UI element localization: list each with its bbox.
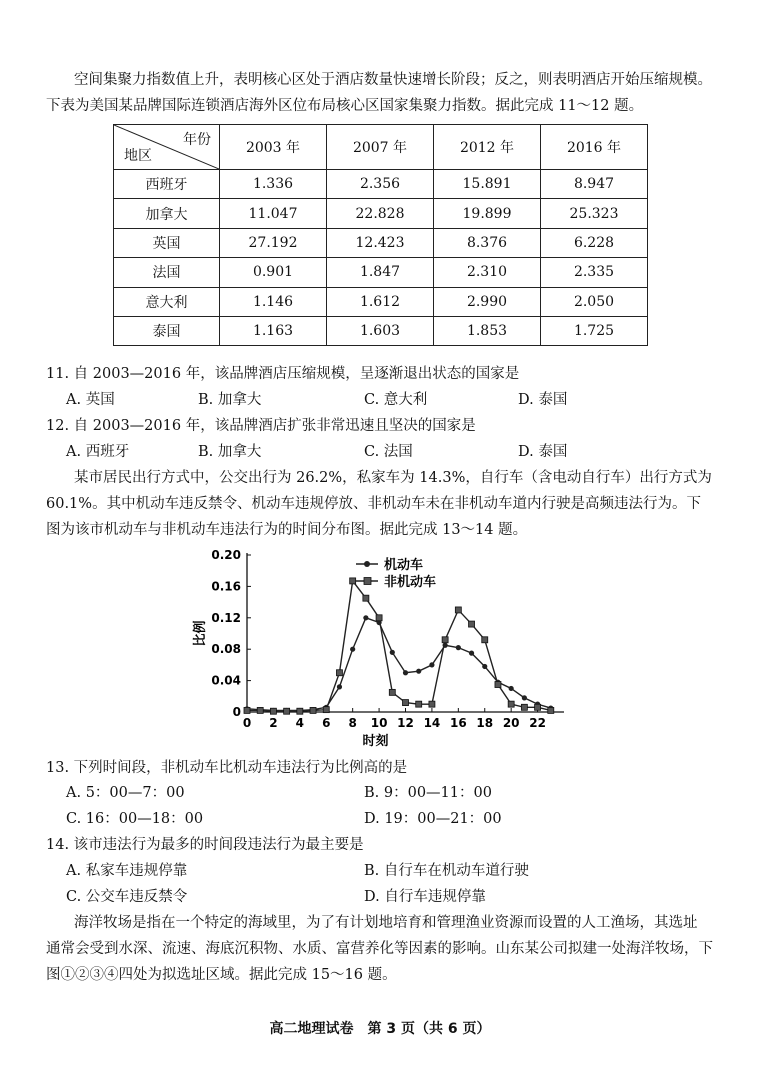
y-tick-label: 0.08 xyxy=(211,642,241,657)
value-cell: 22.828 xyxy=(327,199,434,228)
value-cell: 11.047 xyxy=(220,199,327,228)
region-cell: 西班牙 xyxy=(114,170,220,199)
x-tick-label: 6 xyxy=(322,716,331,730)
data-point-circle xyxy=(390,650,395,655)
value-cell: 1.725 xyxy=(541,316,648,345)
q12-option-b: B. 加拿大 xyxy=(198,444,262,460)
data-point-square xyxy=(469,621,475,627)
value-cell: 1.163 xyxy=(220,316,327,345)
data-point-circle xyxy=(429,662,434,667)
data-point-square xyxy=(323,707,329,713)
violation-time-distribution-chart xyxy=(190,545,570,755)
region-cell: 英国 xyxy=(114,228,220,257)
cohesion-index-table xyxy=(113,124,648,346)
table-row xyxy=(114,199,648,228)
data-point-square xyxy=(429,701,435,707)
data-point-circle xyxy=(363,615,368,620)
year-header: 2012 年 xyxy=(434,125,541,170)
y-tick-label: 0.04 xyxy=(211,673,241,688)
value-cell: 2.356 xyxy=(327,170,434,199)
corner-year-label: 年份 xyxy=(183,132,211,148)
x-tick-label: 16 xyxy=(449,716,467,730)
legend-marker-square xyxy=(364,578,371,585)
data-point-square xyxy=(284,708,290,714)
data-point-square xyxy=(442,637,448,643)
data-point-square xyxy=(548,707,554,713)
data-point-square xyxy=(521,704,527,710)
value-cell: 1.603 xyxy=(327,316,434,345)
value-cell: 2.990 xyxy=(434,287,541,316)
legend-marker-circle xyxy=(364,561,370,567)
x-tick-label: 8 xyxy=(348,716,357,730)
data-point-square xyxy=(363,595,369,601)
value-cell: 1.336 xyxy=(220,170,327,199)
table-row xyxy=(114,170,648,199)
value-cell: 0.901 xyxy=(220,258,327,287)
x-tick-label: 22 xyxy=(529,716,546,730)
intro1-line1: 空间集聚力指数值上升，表明核心区处于酒店数量快速增长阶段；反之，则表明酒店开始压缩规模。 xyxy=(74,72,712,88)
q11-option-a: A. 英国 xyxy=(66,392,115,408)
data-point-square xyxy=(416,701,422,707)
value-cell: 8.947 xyxy=(541,170,648,199)
value-cell: 2.050 xyxy=(541,287,648,316)
value-cell: 15.891 xyxy=(434,170,541,199)
q11-stem: 11. 自 2003—2016 年，该品牌酒店压缩规模，呈逐渐退出状态的国家是 xyxy=(46,366,520,382)
region-cell: 泰国 xyxy=(114,316,220,345)
x-tick-label: 4 xyxy=(295,716,305,730)
data-point-circle xyxy=(522,695,527,700)
value-cell: 1.612 xyxy=(327,287,434,316)
q13-stem: 13. 下列时间段，非机动车比机动车违法行为比例高的是 xyxy=(46,760,408,776)
table-row xyxy=(114,228,648,257)
data-point-square xyxy=(389,689,395,695)
q14-option-d: D. 自行车违规停靠 xyxy=(364,889,486,905)
table-row xyxy=(114,258,648,287)
year-header: 2003 年 xyxy=(220,125,327,170)
q12-option-c: C. 法国 xyxy=(364,444,413,460)
y-tick-label: 0.16 xyxy=(211,579,241,594)
value-cell: 6.228 xyxy=(541,228,648,257)
data-point-circle xyxy=(482,664,487,669)
x-tick-label: 0 xyxy=(242,716,252,730)
q12-option-d: D. 泰国 xyxy=(518,444,568,460)
x-tick-label: 20 xyxy=(502,716,520,730)
y-tick-label: 0.20 xyxy=(211,548,241,562)
value-cell: 8.376 xyxy=(434,228,541,257)
table-header-row xyxy=(114,125,648,170)
value-cell: 19.899 xyxy=(434,199,541,228)
intro2-line2: 60.1%。其中机动车违反禁令、机动车违规停放、非机动车未在非机动车道内行驶是高频违法行为。下 xyxy=(46,496,702,512)
data-point-circle xyxy=(416,669,421,674)
q13-option-b: B. 9：00—11：00 xyxy=(364,785,492,801)
x-tick-label: 12 xyxy=(397,716,414,730)
data-point-circle xyxy=(337,684,342,689)
x-tick-label: 10 xyxy=(370,716,388,730)
q13-option-c: C. 16：00—18：00 xyxy=(66,811,204,827)
intro2-line1: 某市居民出行方式中，公交出行为 26.2%，私家车为 14.3%，自行车（含电动自行车）出行方式为 xyxy=(74,470,712,486)
data-point-circle xyxy=(469,651,474,656)
y-tick-label: 0.12 xyxy=(211,610,241,625)
q11-option-b: B. 加拿大 xyxy=(198,392,262,408)
q14-option-b: B. 自行车在机动车道行驶 xyxy=(364,863,529,879)
intro2-line3: 图为该市机动车与非机动车违法行为的时间分布图。据此完成 13～14 题。 xyxy=(46,522,528,538)
value-cell: 27.192 xyxy=(220,228,327,257)
region-cell: 加拿大 xyxy=(114,199,220,228)
value-cell: 2.310 xyxy=(434,258,541,287)
value-cell: 1.146 xyxy=(220,287,327,316)
q12-stem: 12. 自 2003—2016 年，该品牌酒店扩张非常迅速且坚决的国家是 xyxy=(46,418,476,434)
data-point-square xyxy=(350,578,356,584)
y-tick-label: 0 xyxy=(232,705,241,719)
data-point-square xyxy=(244,707,250,713)
value-cell: 1.847 xyxy=(327,258,434,287)
data-point-square xyxy=(257,707,263,713)
data-point-circle xyxy=(456,645,461,650)
y-axis-label: 比例 xyxy=(193,620,208,647)
data-point-circle xyxy=(509,686,514,691)
data-point-circle xyxy=(350,647,355,652)
data-point-square xyxy=(336,670,342,676)
intro3-line2: 通常会受到水深、流速、海底沉积物、水质、富营养化等因素的影响。山东某公司拟建一处海洋牧场，下 xyxy=(46,941,713,957)
data-point-square xyxy=(376,615,382,621)
intro1-line2: 下表为美国某品牌国际连锁酒店海外区位布局核心区国家集聚力指数。据此完成 11～12 题。 xyxy=(46,98,644,114)
value-cell: 1.853 xyxy=(434,316,541,345)
region-cell: 意大利 xyxy=(114,287,220,316)
data-point-circle xyxy=(403,670,408,675)
value-cell: 12.423 xyxy=(327,228,434,257)
table-row xyxy=(114,316,648,345)
q14-option-a: A. 私家车违规停靠 xyxy=(66,863,188,879)
x-axis-label: 时刻 xyxy=(362,734,389,749)
x-tick-label: 18 xyxy=(476,716,494,730)
data-point-square xyxy=(403,700,409,706)
data-point-square xyxy=(455,607,461,613)
q11-option-d: D. 泰国 xyxy=(518,392,568,408)
data-point-square xyxy=(508,701,514,707)
series-line-2 xyxy=(247,581,551,711)
region-cell: 法国 xyxy=(114,258,220,287)
x-tick-label: 14 xyxy=(423,716,441,730)
page-footer: 高二地理试卷 第 3 页（共 6 页） xyxy=(269,1021,491,1037)
data-point-square xyxy=(310,707,316,713)
data-point-square xyxy=(495,682,501,688)
q14-option-c: C. 公交车违反禁令 xyxy=(66,889,188,905)
data-point-square xyxy=(297,708,303,714)
value-cell: 2.335 xyxy=(541,258,648,287)
corner-region-label: 地区 xyxy=(124,148,152,164)
q11-option-c: C. 意大利 xyxy=(364,392,428,408)
table-corner-cell xyxy=(114,125,220,170)
legend-label: 非机动车 xyxy=(384,575,437,590)
legend-label: 机动车 xyxy=(384,558,424,573)
data-point-square xyxy=(482,637,488,643)
intro3-line3: 图①②③④四处为拟选址区域。据此完成 15～16 题。 xyxy=(46,967,397,983)
q12-option-a: A. 西班牙 xyxy=(66,444,130,460)
data-point-square xyxy=(535,704,541,710)
value-cell: 25.323 xyxy=(541,199,648,228)
year-header: 2016 年 xyxy=(541,125,648,170)
q13-option-a: A. 5：00—7：00 xyxy=(66,785,185,801)
year-header: 2007 年 xyxy=(327,125,434,170)
intro3-line1: 海洋牧场是指在一个特定的海域里，为了有计划地培育和管理渔业资源而设置的人工渔场，其选址 xyxy=(74,915,698,931)
x-tick-label: 2 xyxy=(269,716,278,730)
table-row xyxy=(114,287,648,316)
q13-option-d: D. 19：00—21：00 xyxy=(364,811,502,827)
data-point-square xyxy=(270,708,276,714)
q14-stem: 14. 该市违法行为最多的时间段违法行为最主要是 xyxy=(46,837,364,853)
